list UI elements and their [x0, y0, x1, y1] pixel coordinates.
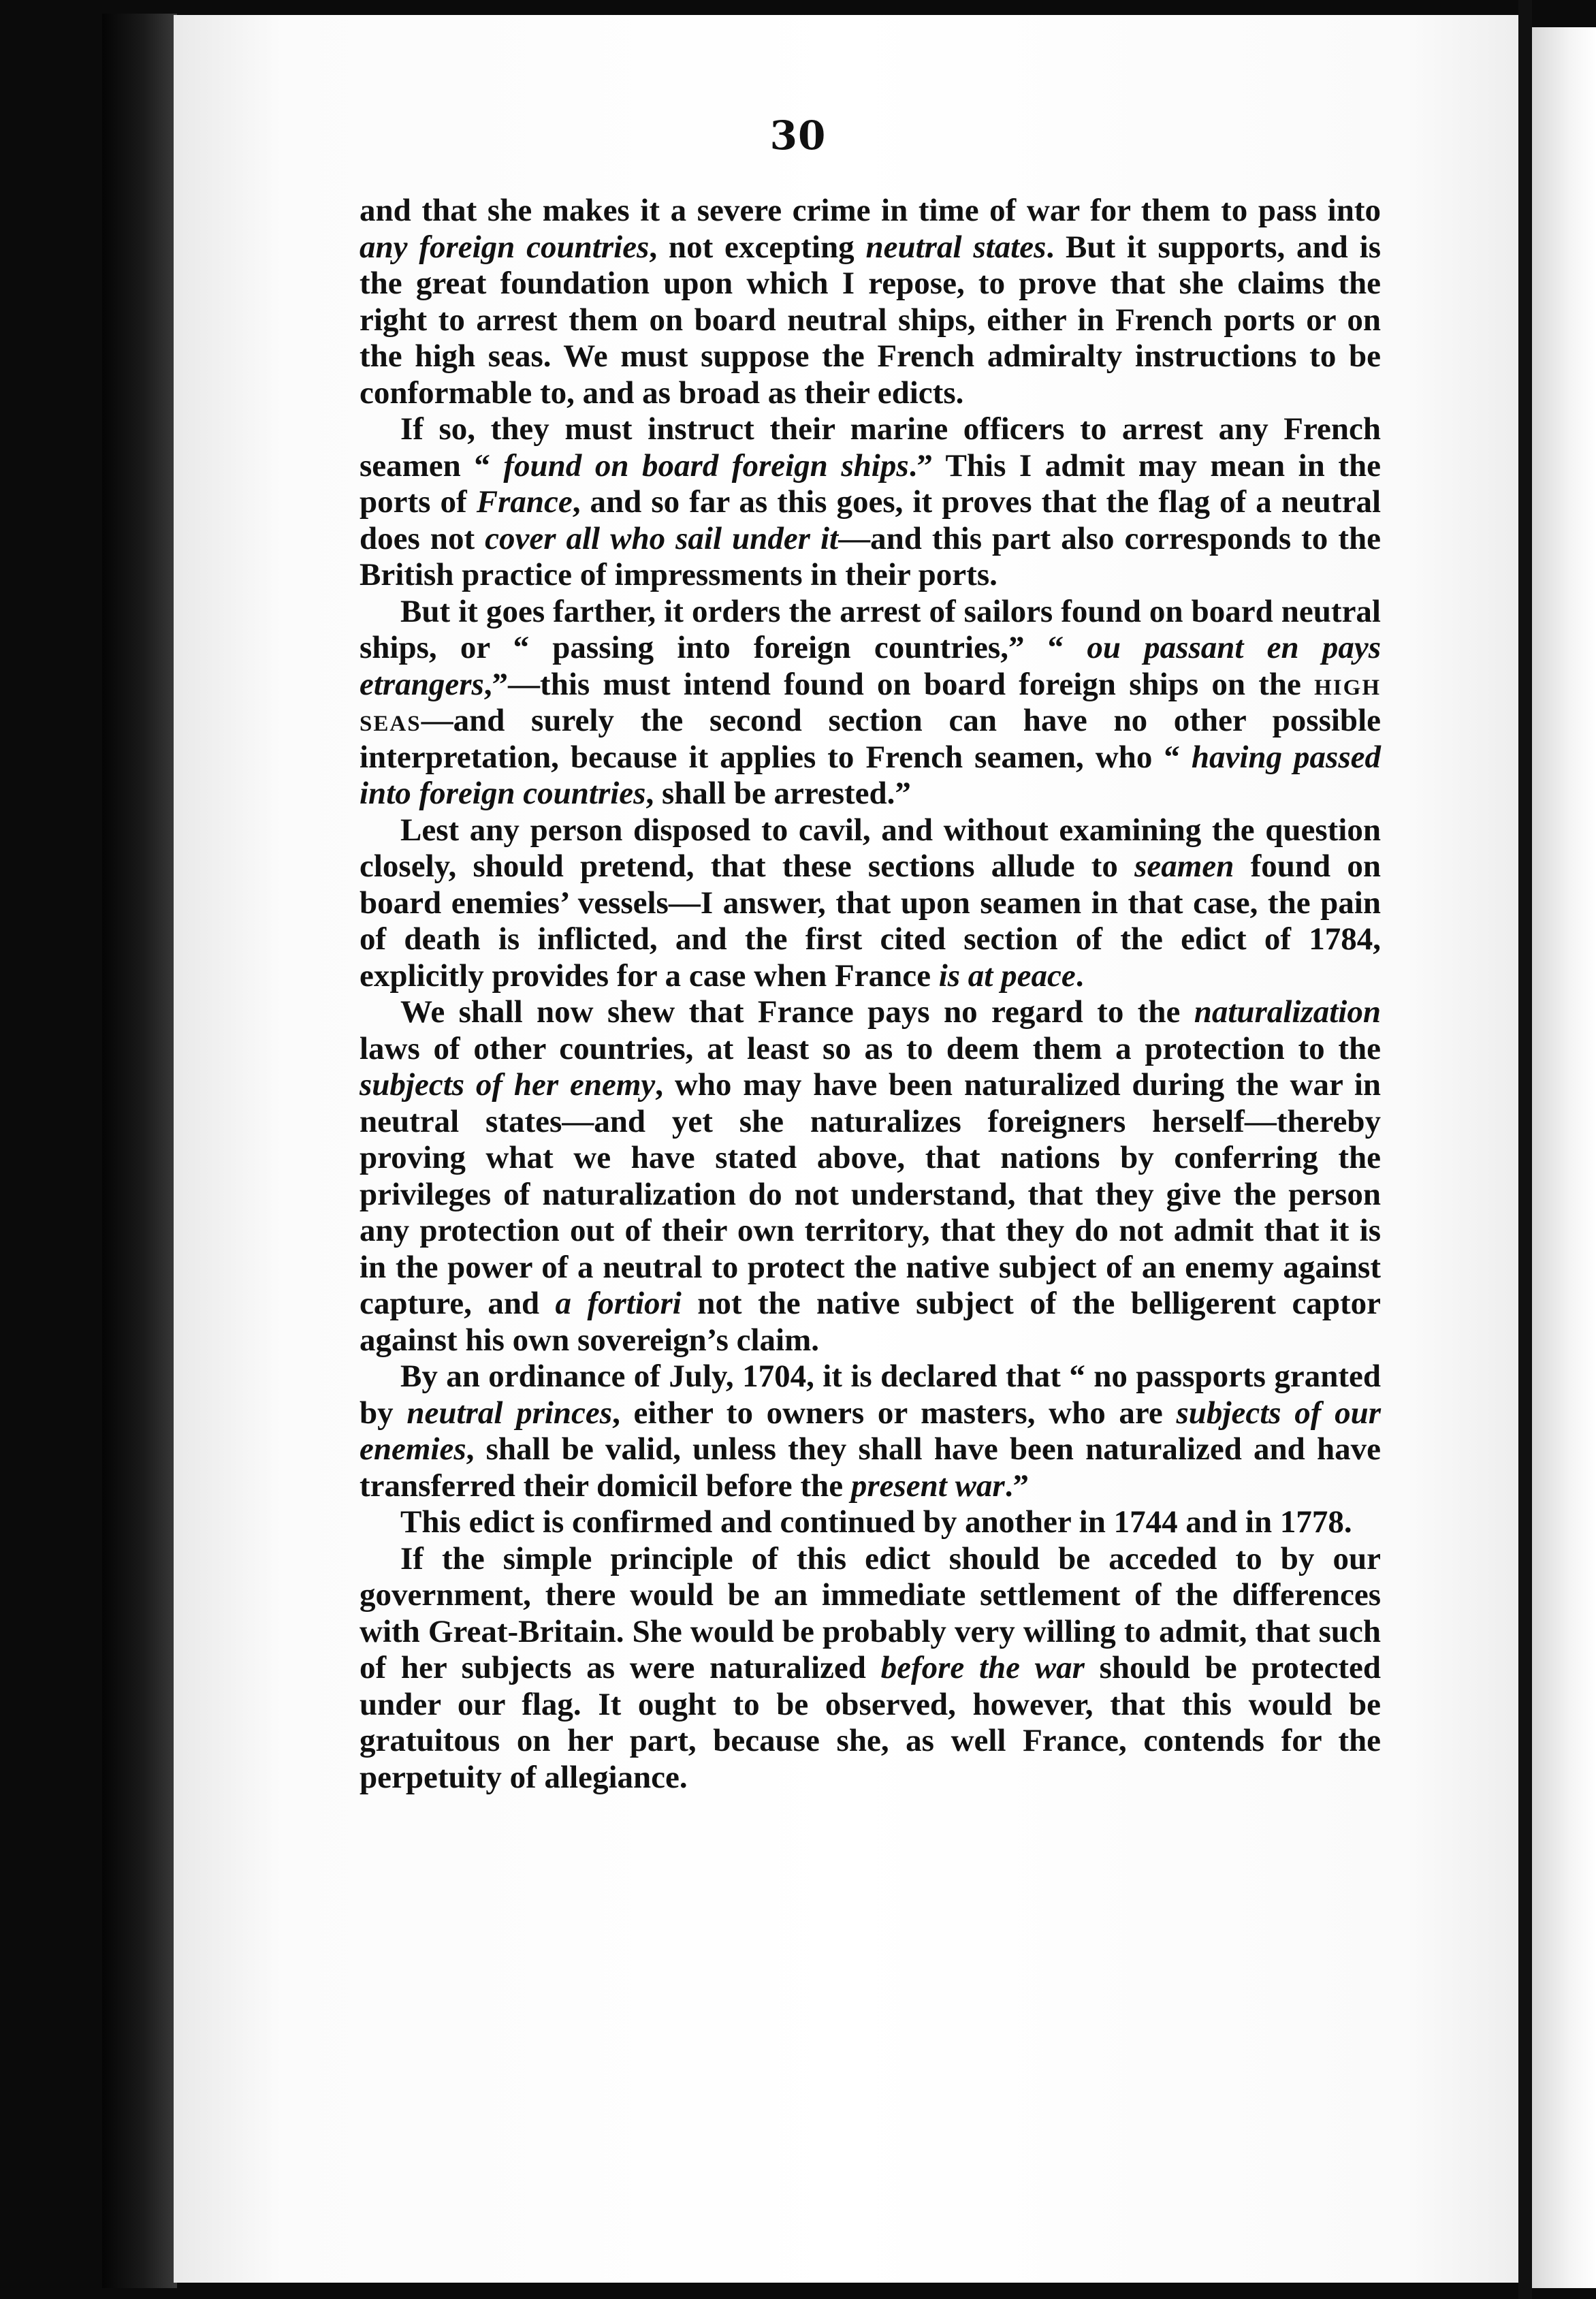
paragraph	[360, 812, 1381, 995]
text-run: By an ordinance of July, 1704, it is declared that “ no passports granted by	[360, 1359, 1381, 1431]
text-run: But it goes farther, it orders the arrest of sailors found on board neutral ships, or “ passing into foreign countries,” “	[360, 593, 1381, 665]
italic-text: present war	[850, 1468, 1005, 1504]
italic-text: subjects of her enemy	[360, 1067, 656, 1103]
text-run: We shall now shew that France pays no regard to the	[400, 994, 1194, 1030]
book-binding-shadow	[102, 14, 177, 2288]
text-run: If so, they must instruct their marine officers to arrest any French seamen “	[360, 411, 1381, 483]
small-caps-text: high seas	[360, 666, 1381, 738]
italic-text: before the war	[880, 1650, 1085, 1685]
text-run: . But it supports, and is the great foundation upon which I repose, to prove that she claims the right to arrest them on board neutral ships, either in French ports or on the high seas. We must suppose the French admiralty instructions to be conformable to, and as broad as their edicts.	[360, 229, 1381, 411]
text-run: , either to owners or masters, who are	[612, 1395, 1177, 1431]
italic-text: seamen	[1134, 849, 1234, 884]
italic-text: ou passant en pays etrangers	[360, 630, 1381, 702]
italic-text: is at peace	[938, 957, 1076, 994]
text-run: not the native subject of the belligerent captor against his own sovereign’s claim.	[360, 1286, 1381, 1358]
text-run: .”	[1004, 1468, 1029, 1504]
text-run: , who may have been naturalized during the war in neutral states—and yet she naturalizes foreigners herself—thereby proving what we have stated above, that nations by conferring the privileges of naturalization do not understand, that they give the person any protection out of their own territory, that they do not admit that it is in the power of a neutral to protect the native subject of an enemy against capture, and	[360, 1067, 1382, 1321]
italic-text: a fortiori	[555, 1286, 682, 1321]
italic-text: cover all who sail under it	[485, 520, 839, 556]
text-run: Lest any person disposed to cavil, and without examining the question closely, should pretend, that these sections allude to	[360, 812, 1381, 884]
italic-text: any foreign countries	[360, 229, 650, 265]
facing-page-edge	[1532, 27, 1596, 2288]
paragraph	[360, 193, 1381, 411]
text-run: and that she makes it a severe crime in time of war for them to pass into	[360, 193, 1381, 228]
paragraph	[360, 994, 1381, 1359]
text-run: .” This I admit may mean in the ports of	[360, 447, 1381, 520]
text-run: , shall be arrested.”	[645, 776, 911, 811]
text-run: —and this part also corresponds to the British practice of impressments in their ports.	[360, 520, 1381, 592]
italic-text: naturalization	[1194, 994, 1381, 1030]
paragraph	[360, 1504, 1381, 1541]
text-run: This edict is confirmed and continued by another in 1744 and in 1778.	[400, 1504, 1352, 1540]
text-run: If the simple principle of this edict should be acceded to by our government, there would be an immediate settlement of the differences with Great-Britain. She would be probably very willing to admit, that such of her subjects as were naturalized	[360, 1540, 1381, 1685]
page-gutter	[1518, 0, 1532, 2299]
text-run: , shall be valid, unless they shall have been naturalized and have transferred their domicil before the	[360, 1431, 1381, 1504]
text-run: , and so far as this goes, it proves that the flag of a neutral does not	[360, 484, 1381, 556]
italic-text: neutral states	[865, 229, 1047, 265]
paragraph	[360, 411, 1381, 594]
text-run: , not excepting	[649, 229, 866, 265]
italic-text: France	[476, 484, 573, 520]
text-run: laws of other countries, at least so as to deem them a protection to the	[360, 1030, 1381, 1066]
text-run: should be protected under our flag. It ought to be observed, however, that this would be gratuitous on her part, because she, as well France, contends for the perpetuity of allegiance.	[360, 1650, 1381, 1795]
text-run: —and surely the second section can have no other possible interpretation, because it applies to French seamen, who “	[360, 703, 1381, 775]
text-run: found on board enemies’ vessels—I answer, that upon seamen in that case, the pain of death is inflicted, and the first cited section of the edict of 1784, explicitly provides for a case when France	[360, 849, 1381, 994]
page-number: 30	[769, 112, 827, 159]
paragraph	[360, 1541, 1381, 1796]
italic-text: subjects of our enemies	[360, 1395, 1382, 1467]
paragraph	[360, 1359, 1381, 1504]
paragraph	[360, 594, 1381, 812]
italic-text: neutral princes	[406, 1395, 613, 1431]
italic-text: having passed into foreign countries	[360, 739, 1381, 811]
text-run: .	[1075, 957, 1084, 994]
body-text	[360, 193, 1381, 1796]
text-run: ,”—this must intend found on board foreign ships on the	[483, 666, 1315, 702]
italic-text: found on board foreign ships	[503, 447, 909, 483]
